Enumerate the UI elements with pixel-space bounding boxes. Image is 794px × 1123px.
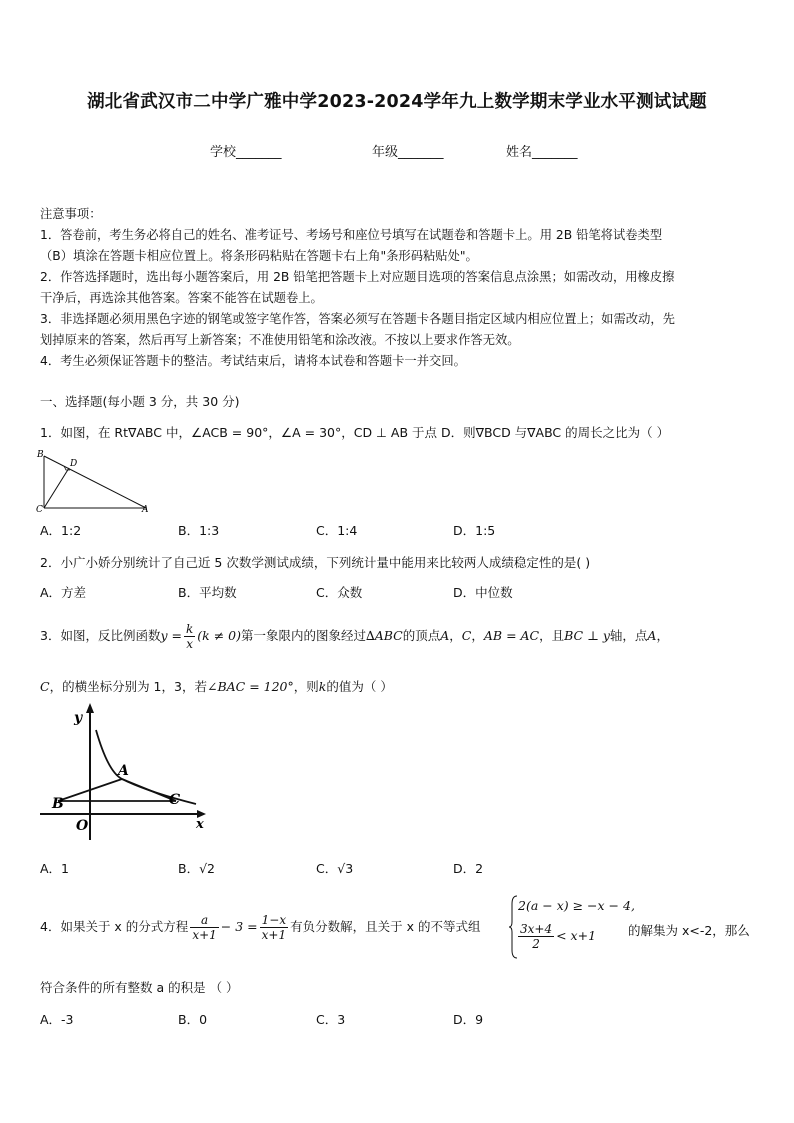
q3-label-y: y (74, 710, 83, 726)
q3-point-c: C (461, 628, 472, 643)
note-line: 划掉原来的答案，然后再写上新答案；不准使用铅笔和涂改液。不按以上要求作答无效。 (40, 333, 520, 347)
q4-text-part: 有负分数解，且关于 x 的不等式组 (290, 919, 481, 934)
q4-inequality-1: 2(a − x) ≥ −x − 4, (518, 898, 635, 913)
q4-option-d[interactable]: D．9 (453, 1012, 484, 1027)
q4-ineq-num: 3x+4 (520, 922, 553, 936)
grade-field: 年级_______ (372, 145, 444, 160)
q3-option-a[interactable]: A．1 (40, 861, 70, 876)
notes-heading: 注意事项： (40, 207, 102, 221)
name-field: 姓名_______ (506, 145, 578, 160)
q4-ineq-rest: < x+1 (556, 928, 597, 943)
question-4-line-2: 符合条件的所有整数 a 的积是 （ ） (40, 980, 239, 995)
q2-option-c[interactable]: C．众数 (316, 585, 363, 600)
note-line: 4．考生必须保证答题卡的整洁。考试结束后，请将本试卷和答题卡一并交回。 (40, 354, 466, 368)
page-title: 湖北省武汉市二中学广雅中学2023-2024学年九上数学期末学业水平测试试题 (87, 92, 707, 112)
q1-option-a[interactable]: A．1:2 (40, 523, 82, 538)
question-2-text: 2．小广小娇分别统计了自己近 5 次数学测试成绩，下列统计量中能用来比较两人成绩稳定性的是( ) (40, 555, 591, 570)
q3-text-part: 3．如图，反比例函数 (40, 628, 161, 643)
q3-frac-num: k (185, 622, 194, 636)
note-line: 干净后，再选涂其他答案。答案不能答在试题卷上。 (40, 291, 323, 305)
q3-text-part: 的顶点 (402, 628, 441, 643)
note-line: 1．答卷前，考生务必将自己的姓名、准考证号、考场号和座位号填写在试题卷和答题卡上。用 2B 铅笔将试卷类型 (40, 228, 663, 242)
q4-ineq-fraction (518, 922, 554, 951)
q3-option-b[interactable]: B．√2 (178, 861, 215, 876)
q1-label-c: C (36, 505, 43, 514)
q3-equality: AB = AC (483, 628, 540, 643)
q3-condition: (k ≠ 0) (197, 628, 241, 643)
q2-option-d[interactable]: D．中位数 (453, 585, 513, 600)
q1-label-d: D (70, 459, 78, 469)
q3-perpendicular: BC ⊥ y (564, 628, 610, 643)
q4-lhs-den: x+1 (192, 928, 217, 942)
q3-point-a-2: A (647, 628, 657, 643)
question-1-text: 1．如图，在 Rt∇ABC 中，∠ACB = 90°，∠A = 30°，CD ⊥ AB 于点 D．则∇BCD 与∇ABC 的周长之比为（ ） (40, 425, 670, 440)
q1-option-c[interactable]: C．1:4 (316, 523, 358, 538)
q3-option-d[interactable]: D．2 (453, 861, 484, 876)
school-field: 学校_______ (210, 145, 282, 160)
q1-label-a: A (142, 505, 149, 514)
q3-point-a: A (440, 628, 450, 643)
section-heading: 一、选择题(每小题 3 分，共 30 分) (40, 394, 240, 409)
note-line: 3．非选择题必须用黑色字迹的钢笔或签字笔作答，答案必须写在答题卡各题目指定区域内相应位置上；如需改动，先 (40, 312, 675, 326)
q3-label-b: B (52, 796, 64, 812)
q4-option-c[interactable]: C．3 (316, 1012, 346, 1027)
q3-label-x: x (196, 817, 204, 832)
q4-ineq-den: 2 (532, 937, 540, 951)
q1-label-b: B (37, 450, 44, 460)
q4-option-b[interactable]: B．0 (178, 1012, 208, 1027)
q3-label-o: O (76, 818, 89, 834)
note-line: （B）填涂在答题卡相应位置上。将条形码粘贴在答题卡右上角"条形码粘贴处"。 (40, 249, 478, 263)
q4-minus-three: − 3 = (220, 919, 258, 934)
note-line: 2．作答选择题时，选出每小题答案后，用 2B 铅笔把答题卡上对应题目选项的答案信息点涂黑；如需改动，用橡皮擦 (40, 270, 675, 284)
q3-point-c-2: C (40, 679, 50, 694)
q3-angle: ∠BAC = 120° (206, 679, 294, 694)
q1-option-d[interactable]: D．1:5 (453, 523, 496, 538)
q3-label-c: C (169, 792, 181, 808)
q4-rhs-num: 1−x (261, 913, 287, 927)
q3-frac-den: x (186, 637, 194, 651)
q4-fraction-lhs (190, 913, 218, 942)
q1-option-b[interactable]: B．1:3 (178, 523, 220, 538)
q2-option-a[interactable]: A．方差 (40, 585, 87, 600)
q4-lhs-num: a (190, 913, 218, 928)
q3-text-part: ，则 (293, 679, 319, 694)
q3-triangle: ∆ABC (365, 628, 403, 643)
question-3-figure (36, 700, 216, 845)
q4-rhs-den: x+1 (261, 928, 287, 942)
q3-y-eq: y = (160, 628, 182, 643)
q3-text-part: ，且 (539, 628, 565, 643)
q3-fraction (184, 622, 195, 651)
q2-option-b[interactable]: B．平均数 (178, 585, 237, 600)
question-3-line-2 (40, 677, 393, 695)
q4-text-part: 4．如果关于 x 的分式方程 (40, 919, 189, 934)
question-1-figure (34, 448, 154, 514)
q3-option-c[interactable]: C．√3 (316, 861, 354, 876)
question-4-text-start (40, 913, 480, 942)
q4-inequality-2 (516, 922, 596, 951)
q4-fraction-rhs (260, 913, 288, 942)
q3-text-part: 第一象限内的图象经过 (240, 628, 366, 643)
q4-text-end: 的解集为 x<-2，那么 (628, 923, 750, 938)
q3-text-part: ，的横坐标分别为 1，3，若 (49, 679, 207, 694)
question-3-line-1: 3．如图，反比例函数y = $\frac{k}{x}$ (k ≠ 0)第一象限内的图象经过∆ABC的顶点A，C，AB = AC，且BC ⊥ y轴，点A， (40, 622, 669, 651)
q3-text-part: 的值为（ ） (326, 679, 393, 694)
q3-label-a: A (118, 763, 129, 779)
q4-option-a[interactable]: A．-3 (40, 1012, 74, 1027)
q3-k: k (318, 679, 327, 694)
q3-text-part: 轴，点 (609, 628, 648, 643)
